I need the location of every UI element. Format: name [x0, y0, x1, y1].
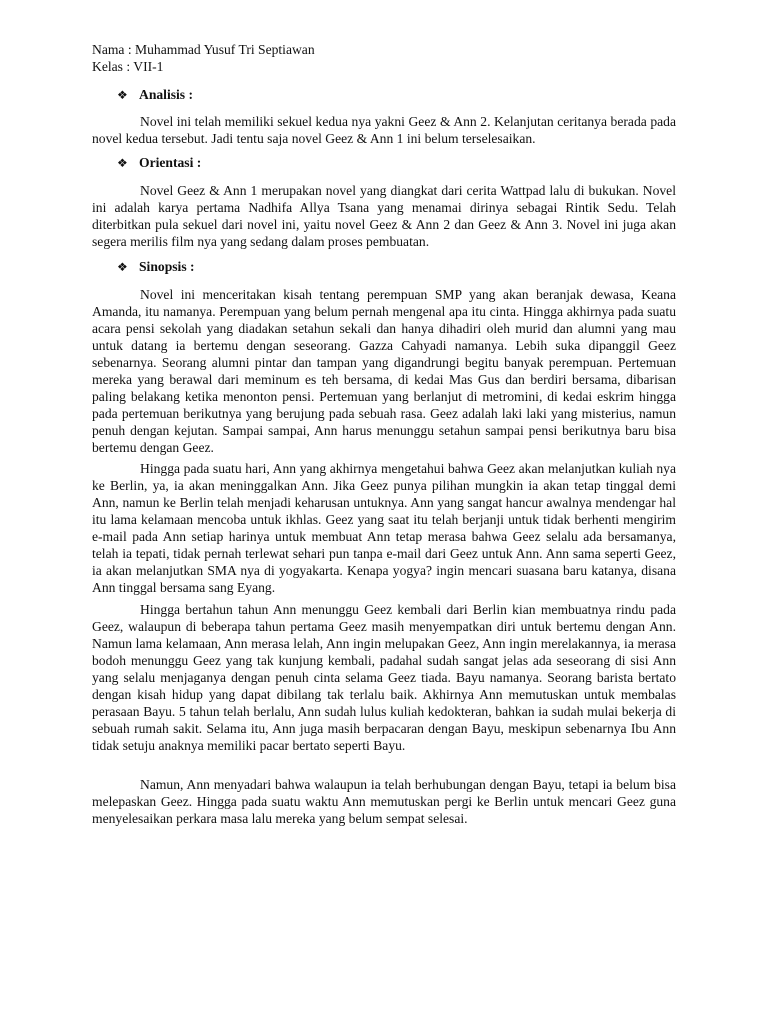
section-title: Sinopsis :: [139, 259, 195, 274]
sinopsis-paragraph-3: Hingga bertahun tahun Ann menunggu Geez kembali dari Berlin kian membuatnya rindu pada Geez, walaupun di beberapa tahun pertama Geez masih menyempatkan diri untuk bertemu dengan Ann. Namun lama kelamaan, Ann merasa lelah, Ann ingin melupakan Geez, Ann ingin merelakannya, ia merasa bodoh menunggu Geez yang tak kunjung kembali, padahal sudah sangat jelas ada seseorang di sisi Ann yang selalu menjaganya dengan penuh cinta selama Geez tiada. Bayu namanya. Seorang barista bertato dengan kisah hidup yang dapat dibilang tak terlalu baik. Akhirnya Ann memutuskan untuk membalas perasaan Bayu. 5 tahun telah berlalu, Ann sudah lulus kuliah kedokteran, bahkan ia sudah mulai bekerja di sebuah rumah sakit. Selama itu, Ann juga masih berpacaran dengan Bayu, meskipun sebenarnya Ibu Ann tidak setuju anaknya memiliki pacar bertato seperti Bayu.: [92, 602, 676, 753]
orientasi-paragraph: Novel Geez & Ann 1 merupakan novel yang diangkat dari cerita Wattpad lalu di bukukan. Novel ini adalah karya pertama Nadhifa Allya Tsana yang menamai dirinya sebagai Rintik Sedu. Telah diterbitkan pula sekuel dari novel ini, yaitu novel Geez & Ann 2 dan Geez & Ann 3. Novel ini juga akan segera merilis film nya yang sedang dalam proses pembuatan.: [92, 183, 676, 249]
section-title: Orientasi :: [139, 155, 202, 170]
section-title: Analisis :: [139, 87, 194, 102]
student-header: [92, 41, 315, 75]
sinopsis-paragraph-2: Hingga pada suatu hari, Ann yang akhirnya mengetahui bahwa Geez akan melanjutkan kuliah nya ke Berlin, ya, ia akan meninggalkan Ann. Jika Geez punya pilihan mungkin ia akan tetap tinggal demi Ann, namun ke Berlin telah menjadi keharusan untuknya. Ann yang sangat hancur awalnya mendengar hal itu lama kelamaan mencoba untuk ikhlas. Geez yang saat itu telah berjanji untuk tidak berhenti mengirim e-mail pada Ann setiap harinya untuk membuat Ann tetap merasa bahwa Geez selalu ada bersamanya, telah ia tepati, tidak pernah terlewat sehari pun tanpa e-mail dari Geez untuk Ann. Ann sama seperti Geez, ia akan melanjutkan SMA nya di yogyakarta. Kenapa yogya? ingin mencari suasana baru katanya, disana Ann tinggal bersama sang Eyang.: [92, 461, 676, 595]
student-name-line: Nama : Muhammad Yusuf Tri Septiawan: [92, 42, 315, 57]
sinopsis-paragraph-4: Namun, Ann menyadari bahwa walaupun ia telah berhubungan dengan Bayu, tetapi ia belum bisa melepaskan Geez. Hingga pada suatu waktu Ann memutuskan pergi ke Berlin untuk mencari Geez guna menyelesaikan perkara masa lalu mereka yang belum sempat selesai.: [92, 777, 676, 826]
sinopsis-paragraph-1: Novel ini menceritakan kisah tentang perempuan SMP yang akan beranjak dewasa, Keana Amanda, itu namanya. Perempuan yang belum pernah mengenal apa itu cinta. Hingga akhirnya pada suatu acara pensi sekolah yang diadakan setahun sekali dan hanya dihadiri oleh murid dan alumni yang mau untuk datang ia bertemu dengan seseorang. Gazza Cahyadi namanya. Lebih suka dipanggil Geez sebenarnya. Seorang alumni pintar dan tampan yang digandrungi begitu banyak perempuan. Pertemuan mereka yang berawal dari meminum es teh bersama, di kedai Mas Gus dan berdiri bersama, dibarisan paling belakang ketika menonton pensi. Pertemuan yang berlanjut di metromini, di kedai eskrim hingga pada pertemuan berikutnya yang berujung pada sebuah rasa. Geez adalah laki laki yang misterius, namun penuh dengan kejutan. Sampai sampai, Ann harus menunggu setahun sampai pensi berikutnya baru bisa bertemu dengan Geez.: [92, 287, 676, 455]
section-heading-orientasi: [117, 155, 201, 171]
section-heading-sinopsis: [117, 259, 195, 275]
student-class-line: Kelas : VII-1: [92, 59, 164, 74]
analisis-paragraph: Novel ini telah memiliki sekuel kedua nya yakni Geez & Ann 2. Kelanjutan ceritanya berada pada novel kedua tersebut. Jadi tentu saja novel Geez & Ann 1 ini belum terselesaikan.: [92, 114, 676, 146]
section-heading-analisis: [117, 87, 193, 103]
diamond-bullet-icon: ❖: [117, 259, 128, 274]
diamond-bullet-icon: ❖: [117, 155, 128, 170]
diamond-bullet-icon: ❖: [117, 87, 128, 102]
